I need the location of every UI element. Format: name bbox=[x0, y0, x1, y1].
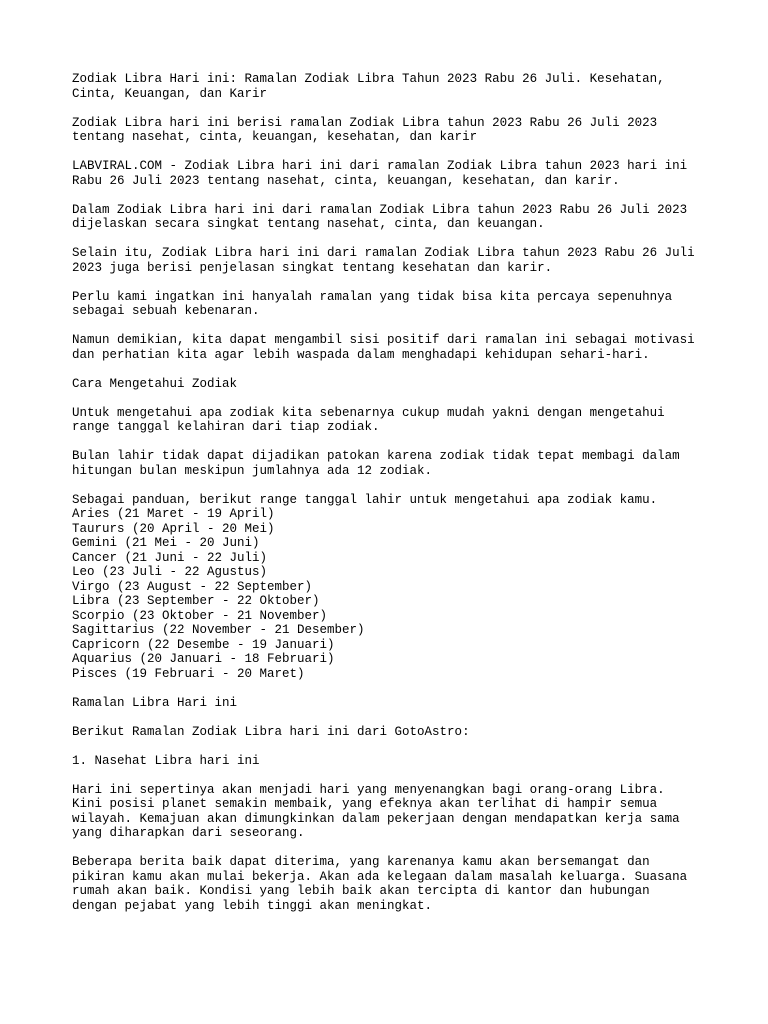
body-paragraph: Namun demikian, kita dapat mengambil sisi positif dari ramalan ini sebagai motivasi dan perhatian kita agar lebih waspada dalam menghadapi kehidupan sehari-hari. bbox=[72, 333, 695, 362]
intro-paragraph: LABVIRAL.COM - Zodiak Libra hari ini dari ramalan Zodiak Libra tahun 2023 hari ini Rabu 26 Juli 2023 tentang nasehat, cinta, keuangan, kesehatan, dan karir. bbox=[72, 159, 688, 188]
body-paragraph: Untuk mengetahui apa zodiak kita sebenarnya cukup mudah yakni dengan mengetahui range tanggal kelahiran dari tiap zodiak. bbox=[72, 405, 665, 434]
zodiac-date-list bbox=[72, 493, 712, 682]
advice-paragraph: Beberapa berita baik dapat diterima, yang karenanya kamu akan bersemangat dan pikiran kamu akan mulai bekerja. Akan ada kelegaan dalam masalah keluarga. Suasana rumah akan baik. Kondisi yang lebih baik akan tercipta di kantor dan hubungan dengan pejabat yang lebih tinggi akan meningkat. bbox=[72, 855, 688, 913]
zodiac-list-item: Taururs (20 April - 20 Mei) bbox=[72, 521, 275, 536]
document-title: Zodiak Libra Hari ini: Ramalan Zodiak Libra Tahun 2023 Rabu 26 Juli. Kesehatan, Cinta, Keuangan, dan Karir bbox=[72, 72, 665, 101]
zodiac-list-item: Sagittarius (22 November - 21 Desember) bbox=[72, 623, 365, 637]
disclaimer-paragraph: Perlu kami ingatkan ini hanyalah ramalan yang tidak bisa kita percaya sepenuhnya sebagai sebuah kebenaran. bbox=[72, 289, 673, 318]
zodiac-list-item: Gemini (21 Mei - 20 Juni) bbox=[72, 536, 260, 550]
body-paragraph: Bulan lahir tidak dapat dijadikan patokan karena zodiak tidak tepat membagi dalam hitungan bulan meskipun jumlahnya ada 12 zodiak. bbox=[72, 449, 680, 478]
zodiac-list-item: Leo (23 Juli - 22 Agustus) bbox=[72, 565, 268, 579]
zodiac-list-intro: Sebagai panduan, berikut range tanggal lahir untuk mengetahui apa zodiak kamu. bbox=[72, 492, 658, 507]
section-heading: Cara Mengetahui Zodiak bbox=[72, 376, 238, 391]
body-paragraph: Dalam Zodiak Libra hari ini dari ramalan Zodiak Libra tahun 2023 Rabu 26 Juli 2023 dijelaskan secara singkat tentang nasehat, cinta, dan keuangan. bbox=[72, 202, 688, 231]
subsection-heading: 1. Nasehat Libra hari ini bbox=[72, 753, 260, 768]
zodiac-list-item: Capricorn (22 Desembe - 19 Januari) bbox=[72, 637, 335, 652]
zodiac-list-item: Scorpio (23 Oktober - 21 November) bbox=[72, 608, 328, 623]
zodiac-list-item: Cancer (21 Juni - 22 Juli) bbox=[72, 550, 268, 565]
source-line: Berikut Ramalan Zodiak Libra hari ini dari GotoAstro: bbox=[72, 724, 470, 739]
section-heading: Ramalan Libra Hari ini bbox=[72, 695, 238, 710]
advice-paragraph: Hari ini sepertinya akan menjadi hari yang menyenangkan bagi orang-orang Libra. Kini posisi planet semakin membaik, yang efeknya akan terlihat di hampir semua wilayah. Kemajuan akan dimungkinkan dalam pekerjaan dengan mendapatkan kerja sama yang diharapkan dari seseorang. bbox=[72, 782, 680, 840]
zodiac-list-item: Pisces (19 Februari - 20 Maret) bbox=[72, 666, 305, 681]
zodiac-list-item: Virgo (23 August - 22 September) bbox=[72, 579, 313, 594]
body-paragraph: Selain itu, Zodiak Libra hari ini dari ramalan Zodiak Libra tahun 2023 Rabu 26 Juli 2023 juga berisi penjelasan singkat tentang kesehatan dan karir. bbox=[72, 246, 695, 275]
zodiac-list-item: Aries (21 Maret - 19 April) bbox=[72, 507, 275, 521]
summary-paragraph: Zodiak Libra hari ini berisi ramalan Zodiak Libra tahun 2023 Rabu 26 Juli 2023 tentang nasehat, cinta, keuangan, kesehatan, dan karir bbox=[72, 115, 658, 144]
zodiac-list-item: Aquarius (20 Januari - 18 Februari) bbox=[72, 652, 335, 666]
zodiac-list-item: Libra (23 September - 22 Oktober) bbox=[72, 594, 320, 608]
